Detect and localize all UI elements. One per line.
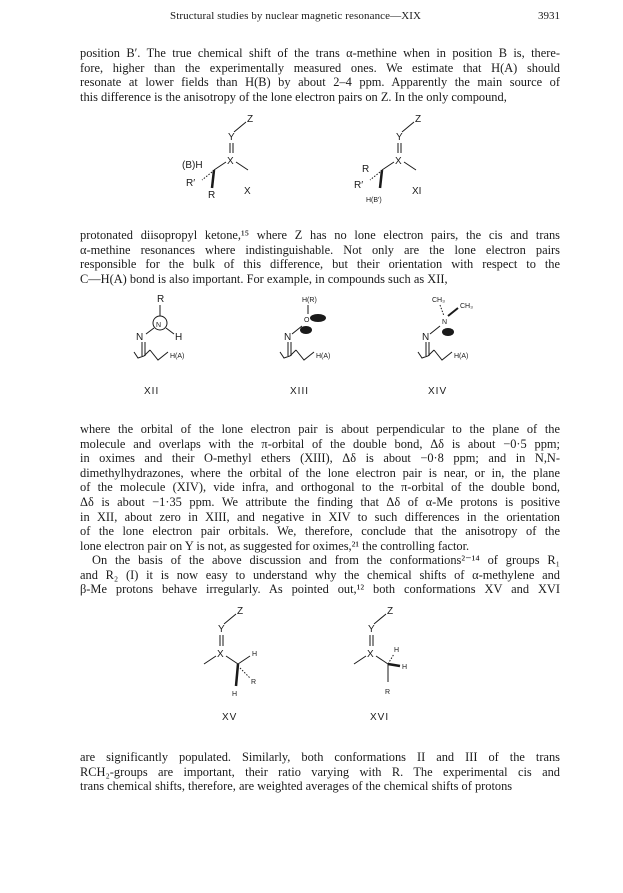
atom-label: Y (396, 132, 403, 143)
text-line: of the lone electron pair orbitals. We, therefore, conclude that the anisotropy of the (80, 524, 560, 539)
atom-label: R (385, 689, 391, 696)
carbon-chain (434, 350, 452, 360)
text-line: molecule and overlaps with the π-orbital of the double bond, Δδ is about −0·5 ppm; (80, 436, 560, 451)
structure-xvi (354, 606, 407, 723)
figure-structures-xv-xvi (180, 606, 460, 732)
page-header (80, 10, 560, 26)
dashed-bond (240, 668, 250, 678)
text-line: where the orbital of the lone electron pair is about perpendicular to the plane of the (80, 422, 560, 436)
bond (224, 614, 236, 624)
page-number: 3931 (538, 10, 560, 22)
atom-label: Z (237, 606, 244, 617)
paragraph-4 (80, 553, 560, 597)
atom-label: R (251, 679, 257, 686)
atom-label: H (252, 651, 258, 658)
text-line: RCH₂-groups are important, their ratio varying with R. The experimental cis and (80, 764, 560, 779)
text-line: fore, higher than the experimentally measured ones. We estimate that H(A) should (80, 60, 560, 75)
structure-label: XI (412, 186, 422, 197)
text-line: On the basis of the above discussion and from the conformations²⁻¹⁴ of groups R₁ (92, 553, 560, 567)
wedge-bond (380, 170, 382, 188)
bond (226, 656, 238, 664)
atom-label: R′ (186, 178, 196, 189)
atom-label: X (227, 156, 234, 167)
paragraph-5 (80, 750, 560, 794)
atom-label: H(A) (170, 353, 185, 360)
wedge-bond (236, 664, 238, 686)
figure-structures-x-xi (160, 108, 480, 220)
text-line: of the molecule (XIV), vide infra, and orthogonal to the π-orbital of the double bond, (80, 480, 560, 495)
dashed-bond (202, 172, 212, 180)
atom-label: X (395, 156, 402, 167)
structure-xiv (418, 297, 473, 397)
atom-label: Y (228, 132, 235, 143)
text-line: position B′. The true chemical shift of the trans α-methine when in position B is, there- (80, 46, 560, 60)
atom-label: O (304, 317, 310, 324)
structure-xi (354, 114, 421, 204)
atom-label: H(R) (302, 297, 317, 304)
atom-label: N (156, 322, 162, 329)
atom-label: Y (218, 624, 225, 635)
text-line: β-Me protons behave irregularly. As pointed out,¹² both conformations XV and XVI (80, 582, 560, 597)
atom-label: Z (247, 114, 254, 125)
wedge-bond (388, 664, 400, 666)
structure-label: XV (222, 712, 238, 723)
atom-label: CH₃ (432, 297, 445, 304)
atom-label: H(A) (454, 353, 469, 360)
bond (234, 122, 246, 132)
bond (382, 162, 394, 170)
bond (204, 656, 216, 664)
paragraph-1 (80, 46, 560, 104)
bond (402, 122, 414, 132)
bond (146, 328, 154, 334)
atom-label: X (217, 649, 224, 660)
bond (354, 656, 366, 664)
bond (214, 162, 226, 170)
atom-label: H (394, 647, 400, 654)
atom-label: N (442, 319, 448, 326)
text-line: and R₂ (I) it is now easy to understand why the chemical shifts of α-methylene and (80, 567, 560, 582)
atom-label: R (362, 164, 370, 175)
structure-x (182, 114, 253, 201)
wedge-bond (448, 308, 458, 316)
lone-pair-orbital (442, 328, 454, 336)
atom-label: (B)H (182, 160, 203, 171)
text-line: in oximes and their O-methyl ethers (XIII), Δδ is about −0·8 ppm; and in N,N- (80, 451, 560, 466)
bond (166, 328, 174, 334)
dashed-bond (440, 305, 444, 316)
atom-label: CH₃ (460, 303, 473, 310)
structure-label: XII (144, 386, 160, 397)
running-head: Structural studies by nuclear magnetic resonance—XIX (170, 10, 422, 22)
carbon-chain (150, 350, 168, 360)
text-line: are significantly populated. Similarly, both conformations II and III of the trans (80, 750, 560, 764)
bond (404, 162, 416, 170)
wedge-bond (212, 170, 214, 188)
paragraph-3 (80, 422, 560, 553)
structure-xv (204, 606, 257, 723)
text-line: resonate at lower fields than H(B) by about 2–4 ppm. Apparently the main source of (80, 75, 560, 90)
paragraph-2 (80, 228, 560, 286)
text-line: this difference is the anisotropy of the lone electron pairs on Z. In the only compound, (80, 89, 507, 104)
atom-label: H (232, 691, 238, 698)
atom-label: R (208, 190, 216, 201)
bond (374, 614, 386, 624)
text-line: Δδ is about −1·35 ppm. We attribute the finding that Δδ of α-Me protons is positive (80, 494, 560, 509)
bond (376, 656, 388, 664)
text-line: lone electron pair on Y is not, as suggested for oximes,²¹ the controlling factor. (80, 538, 470, 553)
atom-label: R (157, 294, 165, 305)
atom-label: H (402, 664, 408, 671)
atom-label: Z (387, 606, 394, 617)
text-line: protonated diisopropyl ketone,¹⁵ where Z has no lone electron pairs, the cis and trans (80, 228, 560, 242)
carbon-chain (296, 350, 314, 360)
dashed-bond (370, 172, 380, 180)
structure-label: XVI (370, 712, 390, 723)
lone-pair-orbital (310, 314, 326, 322)
bond (238, 656, 250, 664)
atom-label: N (422, 332, 430, 343)
text-line: in XII, about zero in XIII, and negative in XIV to such differences in the orientation (80, 509, 560, 524)
atom-label: X (367, 649, 374, 660)
atom-label: Z (415, 114, 422, 125)
figure-structures-xii-xiv (130, 290, 510, 420)
atom-label: N (284, 332, 292, 343)
atom-label: H(B′) (366, 197, 382, 204)
text-line: responsible for the bulk of this difference, but their orientation with respect to the (80, 257, 560, 272)
text-line: trans chemical shifts, therefore, are weighted averages of the chemical shifts of protons (80, 779, 513, 794)
text-line: C—H(A) bond is also important. For example, in compounds such as XII, (80, 271, 448, 286)
structure-xiii (280, 297, 330, 397)
bond (430, 326, 440, 334)
atom-label: H (175, 332, 183, 343)
atom-label: R′ (354, 180, 364, 191)
atom-label: Y (368, 624, 375, 635)
lone-pair-orbital (300, 326, 312, 334)
structure-label: XIII (290, 386, 310, 397)
text-line: α-methine resonances where indistinguishable. Not only are the lone electron pairs (80, 242, 560, 257)
atom-label: N (136, 332, 144, 343)
structure-xii (134, 294, 184, 397)
structure-label: XIV (428, 386, 448, 397)
bond (236, 162, 248, 170)
text-line: dimethylhydrazones, where the orbital of the lone electron pair is near, or in, the plane (80, 465, 560, 480)
structure-label: X (244, 186, 251, 197)
dashed-bond (388, 654, 394, 664)
atom-label: H(A) (316, 353, 331, 360)
